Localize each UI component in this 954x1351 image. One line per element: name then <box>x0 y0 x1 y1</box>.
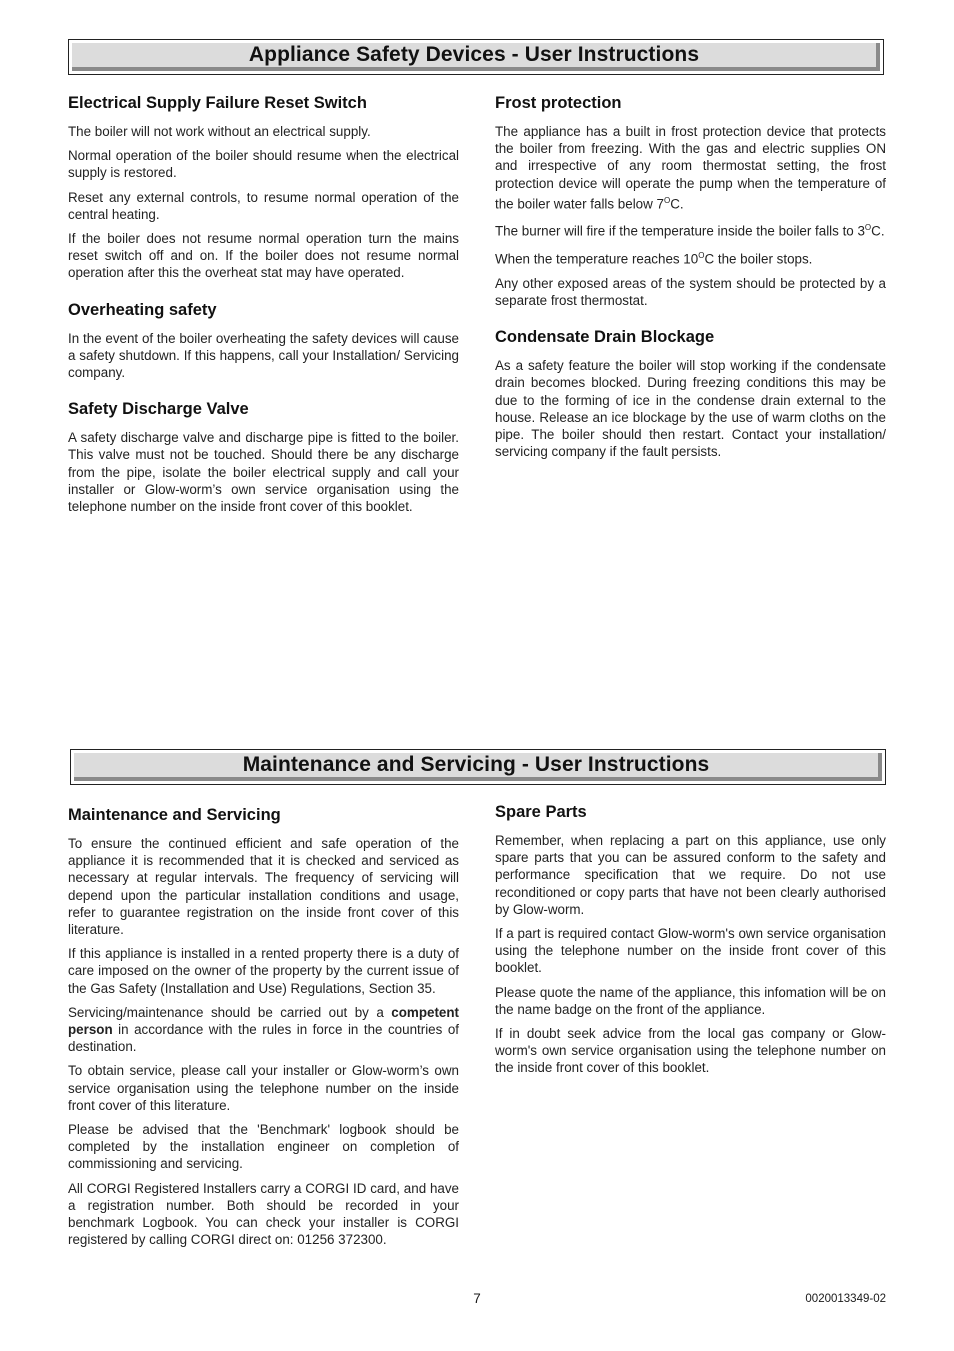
paragraph: Normal operation of the boiler should resume when the electrical supply is restored. <box>68 148 459 181</box>
condensate-section <box>495 328 886 460</box>
maintenance-banner <box>70 749 886 785</box>
electrical-heading: Electrical Supply Failure Reset Switch <box>68 94 367 112</box>
paragraph: To obtain service, please call your installer or Glow-worm’s own service organisation using the telephone number on the inside front cover of this literature. <box>68 1063 459 1113</box>
page-number: 7 <box>473 1291 481 1306</box>
paragraph: Please be advised that the 'Benchmark' logbook should be completed by the installation engineer on completion of commissioning and servicing. <box>68 1122 459 1172</box>
safety-banner <box>68 39 884 75</box>
paragraph: If a part is required contact Glow-worm's own service organisation using the telephone number on the inside front cover of this booklet. <box>495 926 886 976</box>
paragraph: When the temperature reaches $10^OC$ the boiler stops. <box>495 251 813 267</box>
paragraph: All CORGI Registered Installers carry a CORGI ID card, and have a registration number. Both should be recorded in your benchmark Logbook. You can check your installer is CORGI registered by calling CORGI direct on: 01256 372300. <box>68 1180 459 1248</box>
paragraph: Reset any external controls, to resume normal operation of the central heating. <box>68 189 459 222</box>
paragraph: To ensure the continued efficient and safe operation of the appliance it is recommended that it is checked and serviced as necessary at regular intervals. The frequency of servicing will depend upon the particular installation conditions and usage, refer to guarantee registration on the inside front cover of this literature. <box>68 836 459 938</box>
paragraph: The boiler will not work without an electrical supply. <box>68 124 371 139</box>
spare-parts-section <box>495 803 886 1077</box>
discharge-heading: Safety Discharge Valve <box>68 400 249 419</box>
paragraph: In the event of the boiler overheating the safety devices will cause a safety shutdown. If this happens, call your Installation/ Servicing company. <box>68 330 459 381</box>
paragraph: If this appliance is installed in a rented property there is a duty of care imposed on the owner of the property by the current issue of the Gas Safety (Installation and Use) Regulations, Section 35. <box>68 946 459 996</box>
paragraph: The appliance has a built in frost protection device that protects the boiler from freezing. With the gas and electric supplies ON and irrespective of any room thermostat setting, the frost protection device will operate the pump when the temperature of the boiler water falls below $7^OC$. <box>495 124 886 212</box>
maintenance-title: Maintenance and Servicing - User Instructions <box>242 753 710 776</box>
paragraph: As a safety feature the boiler will stop working if the condensate drain becomes blocked. During freezing conditions this may be due to the forming of ice in the condense drain external to the house. Release an ice blockage by the use of warm cloths on the pipe. The boiler should then restart. Contact your installation/ servicing company if the fault persists. <box>495 358 886 460</box>
maintenance-right-column <box>495 803 886 1096</box>
paragraph: If the boiler does not resume normal operation turn the mains reset switch off and on. If the boiler does not resume normal operation after this the overheat stat may have operated. <box>68 231 459 281</box>
paragraph: Servicing/maintenance should be carried out by a competent person in accordance with the rules in force in the countries of destination. <box>68 1004 459 1055</box>
servicing-heading: Maintenance and Servicing <box>68 806 281 824</box>
overheating-heading: Overheating safety <box>68 300 217 319</box>
paragraph: If in doubt seek advice from the local gas company or Glow-worm's own service organisation using the telephone number on the inside front cover of this booklet. <box>495 1026 886 1076</box>
discharge-section <box>68 400 459 515</box>
paragraph: Please quote the name of the appliance, this infomation will be on the name badge on the front of the appliance. <box>495 984 886 1017</box>
electrical-section <box>68 94 459 282</box>
spare-parts-heading: Spare Parts <box>495 803 587 821</box>
condensate-heading: Condensate Drain Blockage <box>495 328 715 347</box>
frost-heading: Frost protection <box>495 94 622 112</box>
servicing-section <box>68 806 459 1248</box>
safety-right-column <box>495 94 886 479</box>
paragraph: Remember, when replacing a part on this appliance, use only spare parts that you can be assured conform to the safety and performance specification that we require. Do not use reconditioned or copy parts that have not been clearly authorised by Glow-worm. <box>495 833 886 917</box>
maintenance-left-column <box>68 806 459 1267</box>
frost-section <box>495 94 886 309</box>
overheating-section <box>68 301 459 382</box>
safety-left-column <box>68 94 459 534</box>
paragraph: Any other exposed areas of the system should be protected by a separate frost thermostat. <box>495 275 886 309</box>
document-code: 0020013349-02 <box>805 1293 886 1305</box>
safety-title: Appliance Safety Devices - User Instructions <box>248 43 700 66</box>
paragraph: The burner will fire if the temperature inside the boiler falls to $3^OC$. <box>495 223 885 239</box>
paragraph: A safety discharge valve and discharge pipe is fitted to the boiler. This valve must not be touched. Should there be any discharge from the pipe, isolate the boiler electrical supply and call your installer or Glow-worm’s own service organisation using the telephone number on the inside front cover of this booklet. <box>68 430 459 515</box>
